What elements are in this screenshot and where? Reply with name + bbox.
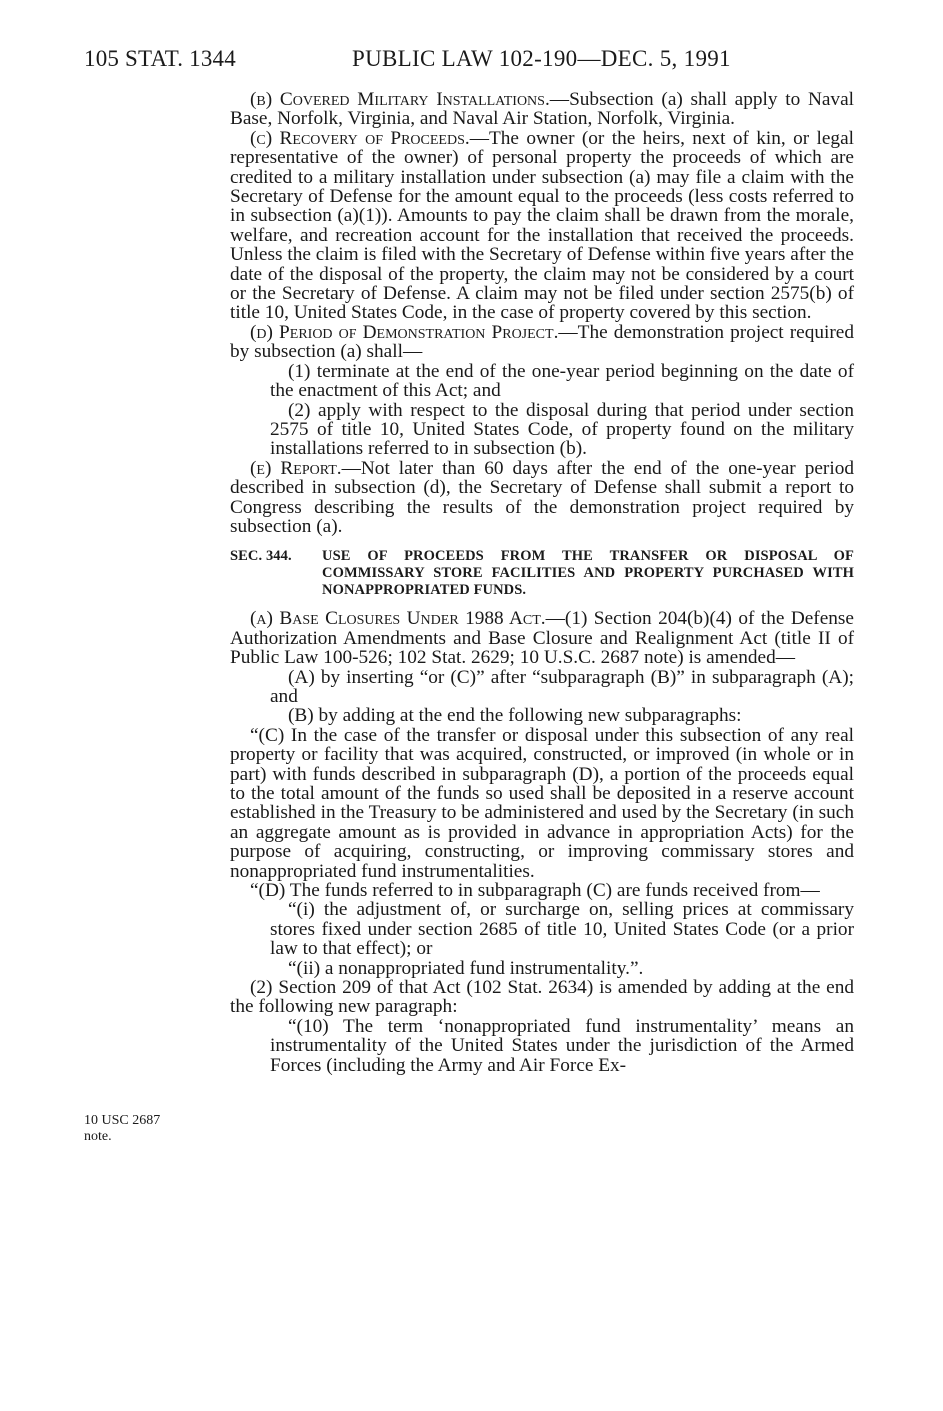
page-reference: 105 STAT. 1344 bbox=[84, 46, 236, 71]
page-body bbox=[230, 90, 854, 1075]
subsection-heading: (b) Covered Military Installations. bbox=[250, 89, 550, 110]
clause-B: (B) by adding at the end the following new subparagraphs: bbox=[288, 705, 742, 727]
quoted-subparagraph-C: “(C) In the case of the transfer or disposal under this subsection of any real property or facility that was acquired, constructed, or improved (in whole or in part) with funds described in subparagraph (D), a portion of the proceeds equal to the total amount of the funds so used shall be deposited in a reserve account established in the Treasury to be administered and used by the Secretary (in such an aggregate amount as is provided in advance in appropriation Acts) for the purpose of acquiring, constructing, or improving commissary stores and nonappropriated fund instrumentalities. bbox=[230, 724, 854, 882]
subsection-text: —(1) Section 204(b)(4) of the Defense Authorization Amendments and Base Closure and Realignment Act (title II of Public Law 100-526; 102 Stat. 2629; 10 U.S.C. 2687 note) is amended— bbox=[230, 608, 854, 669]
section-344-subsection-a bbox=[230, 609, 854, 667]
subsection-heading: (a) Base Closures Under 1988 Act. bbox=[250, 608, 546, 630]
subsection-text: —Not later than 60 days after the end of the one-year period described in subsection (d), the Secretary of Defense shall submit a report to Congress describing the results of the demonstration project required by subsection (a). bbox=[230, 457, 854, 537]
paragraph-2: (2) Section 209 of that Act (102 Stat. 2634) is amended by adding at the end the following new paragraph: bbox=[230, 977, 854, 1018]
subsection-d bbox=[230, 323, 854, 362]
section-title: USE OF PROCEEDS FROM THE TRANSFER OR DISPOSAL OF COMMISSARY STORE FACILITIES AND PROPERTY PURCHASED WITH NONAPPROPRIATED FUNDS. bbox=[322, 548, 854, 599]
margin-citation-note bbox=[84, 1113, 204, 1145]
quoted-clause-i: “(i) the adjustment of, or surcharge on, selling prices at commissary stores fixed under section 2685 of title 10, United States Code (or a prior law to that effect); or bbox=[270, 899, 854, 960]
paragraph-d2: (2) apply with respect to the disposal during that period under section 2575 of title 10, United States Code, of property found on the military installations referred to in subsection (b). bbox=[270, 399, 854, 460]
section-344-heading bbox=[230, 548, 854, 599]
subsection-c bbox=[230, 129, 854, 323]
paragraph-d1: (1) terminate at the end of the one-year period beginning on the date of the enactment of this Act; and bbox=[270, 360, 854, 402]
subsection-heading: (c) Recovery of Proceeds. bbox=[250, 127, 470, 149]
margin-note-line: note. bbox=[84, 1129, 112, 1144]
clause-A: (A) by inserting “or (C)” after “subparagraph (B)” in subparagraph (A); and bbox=[270, 666, 854, 707]
subsection-heading: (d) Period of Demonstration Project. bbox=[250, 321, 559, 343]
section-label: SEC. 344. bbox=[230, 548, 292, 565]
subsection-text: —Subsection (a) shall apply to Naval Base, Norfolk, Virginia, and Naval Air Station, Norfolk, Virginia. bbox=[230, 89, 854, 130]
margin-note-line: 10 USC 2687 bbox=[84, 1113, 161, 1128]
subsection-e bbox=[230, 459, 854, 537]
quoted-paragraph-10: “(10) The term ‘nonappropriated fund instrumentality’ means an instrumentality of the United States under the jurisdiction of the Armed Forces (including the Army and Air Force Ex- bbox=[270, 1015, 854, 1076]
quoted-subparagraph-D: “(D) The funds referred to in subparagraph (C) are funds received from— bbox=[250, 880, 820, 902]
subsection-text: —The owner (or the heirs, next of kin, or legal representative of the owner) of personal property the proceeds of which are credited to a military installation under subsection (a) may file a claim with the Secretary of Defense for the amount equal to the proceeds (less costs referred to in subsection (a)(1)). Amounts to pay the claim shall be drawn from the morale, welfare, and recreation account for the installation that received the proceeds. Unless the claim is filed with the Secretary of Defense within five years after the date of the disposal of the property, the claim may not be considered by a court or the Secretary of Defense. A claim may not be filed under section 2575(b) of title 10, United States Code, in the case of property covered by this section. bbox=[230, 127, 854, 324]
quoted-clause-ii: “(ii) a nonappropriated fund instrumentality.”. bbox=[288, 957, 644, 979]
running-title: PUBLIC LAW 102-190—DEC. 5, 1991 bbox=[352, 46, 731, 71]
page-header bbox=[0, 46, 943, 76]
subsection-b bbox=[230, 90, 854, 129]
subsection-heading: (e) Report. bbox=[250, 457, 342, 479]
subsection-text: —The demonstration project required by subsection (a) shall— bbox=[230, 321, 854, 363]
